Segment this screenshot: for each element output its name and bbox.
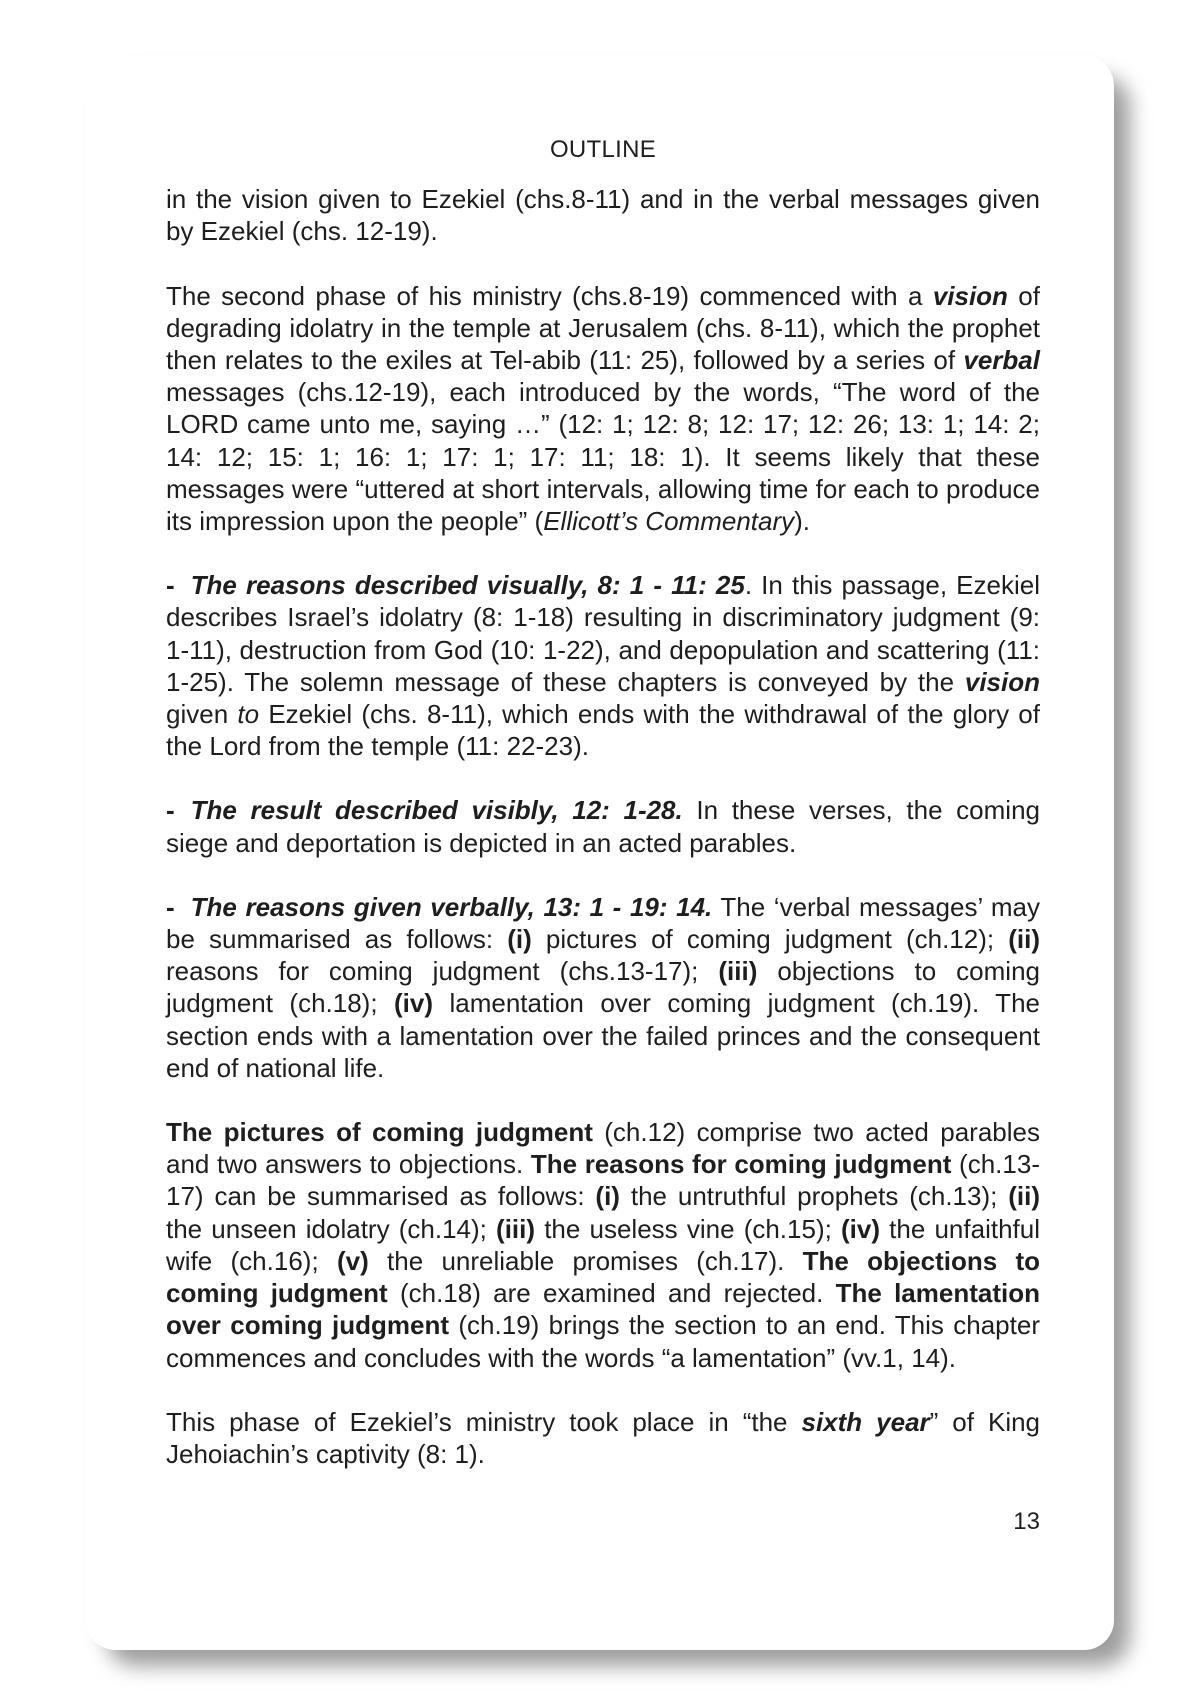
page-content <box>166 134 1040 1502</box>
section-heading: The reasons given verbally, 13: 1 - 19: 14. <box>190 891 713 922</box>
text-run: This phase of Ezekiel’s ministry took place in “the <box>166 1406 802 1437</box>
paragraph-1 <box>166 183 1040 247</box>
bold-phrase: The pictures of coming judgment <box>166 1117 593 1148</box>
text-run: (ch.19) brings the section to an end. This chapter commences and concludes with the words “a lamentation” (vv.1, 14). <box>166 1310 1040 1373</box>
list-marker: (ii) <box>1008 1181 1040 1212</box>
text-run: (ch.13-17) can be summarised as follows: <box>166 1149 1040 1212</box>
list-marker: (i) <box>507 924 532 955</box>
emphasis-vision: vision <box>964 666 1040 697</box>
emphasis-verbal: verbal <box>963 345 1040 376</box>
text-run: ). <box>794 506 811 537</box>
text-run: (ch.12) comprise two acted parables and two answers to objections. <box>166 1117 1040 1180</box>
text-run: objections to coming judgment (ch.18); <box>166 956 1040 1019</box>
section-heading: The result described visibly, 12: 1-28. <box>190 795 683 826</box>
section-heading: The reasons described visually, 8: 1 - 11: 25 <box>190 570 745 601</box>
emphasis-vision: vision <box>932 280 1008 311</box>
text-run: messages (chs.12-19), each introduced by the words, “The word of the LORD came unto me, saying …” (12: 1; 12: 8; 12: 17; 12: 26; 13: 1; 14: 2; 14: 12; 15: 1; 16: 1; 17: 1; 17: 11; 18: 1). It seems likely that these messages were “uttered at short intervals, allowing time for each to produce its impression upon the people” ( <box>166 377 1040 537</box>
paragraph-3 <box>166 569 1040 762</box>
text-run: the untruthful prophets (ch.13); <box>619 1181 1009 1212</box>
dash-bullet: - <box>166 891 175 922</box>
text-run: ” of King Jehoiachin’s captivity (8: 1). <box>166 1406 1041 1469</box>
list-marker: (i) <box>595 1181 620 1212</box>
book-page <box>86 56 1114 1650</box>
emphasis-to: to <box>237 699 260 730</box>
list-marker: (v) <box>336 1245 369 1276</box>
running-head: OUTLINE <box>549 136 657 163</box>
list-marker: (iv) <box>394 988 434 1019</box>
list-marker: (ii) <box>1008 924 1040 955</box>
text-run: The second phase of his ministry (chs.8-19) commenced with a <box>166 280 933 311</box>
text-run: the unseen idolatry (ch.14); <box>166 1213 497 1244</box>
text-run: the useless vine (ch.15); <box>535 1213 841 1244</box>
citation-title: Ellicott’s Commentary <box>543 506 795 537</box>
text-run: (ch.18) are examined and rejected. <box>387 1278 836 1309</box>
paragraph-7 <box>166 1406 1040 1470</box>
text-run: The ‘verbal messages’ may be summarised as follows: <box>166 891 1041 955</box>
text-run: . In this passage, Ezekiel describes Israel’s idolatry (8: 1-18) resulting in discriminatory judgment (9: 1-11), destruction from God (10: 1-22), and depopulation and scattering (11: 1-25). The solemn message of these chapters is conveyed by the <box>166 570 1040 697</box>
text-run: In these verses, the coming siege and deportation is depicted in an acted parables. <box>166 795 1040 858</box>
text-run: Ezekiel (chs. 8-11), which ends with the withdrawal of the glory of the Lord from the temple (11: 22-23). <box>166 699 1040 762</box>
paragraph-6 <box>166 1116 1040 1374</box>
dash-bullet: - <box>166 570 175 601</box>
text-run: given <box>166 699 238 730</box>
text-run: lamentation over coming judgment (ch.19). The section ends with a lamentation over the failed princes and the consequent end of national life. <box>166 988 1040 1083</box>
list-marker: (iv) <box>841 1213 880 1244</box>
bold-phrase: The lamentation over coming judgment <box>166 1278 1040 1341</box>
bold-phrase: The reasons for coming judgment <box>530 1149 952 1180</box>
dash-bullet: - <box>166 795 175 826</box>
paragraph-4 <box>166 794 1040 858</box>
list-marker: (iii) <box>496 1213 536 1244</box>
page-number: 13 <box>1013 1508 1040 1535</box>
paragraph-5 <box>166 891 1040 1084</box>
text-run: the unreliable promises (ch.17). <box>368 1245 803 1276</box>
text-run: of degrading idolatry in the temple at Jerusalem (chs. 8-11), which the prophet then relates to the exiles at Tel-abib (11: 25), followed by a series of <box>166 280 1040 376</box>
paragraph-2 <box>166 280 1040 538</box>
text-run: reasons for coming judgment (chs.13-17); <box>166 956 719 987</box>
bold-phrase: The objections to coming judgment <box>166 1245 1040 1309</box>
text-run: pictures of coming judgment (ch.12); <box>531 924 1009 955</box>
text-run: in the vision given to Ezekiel (chs.8-11) and in the verbal messages given by Ezekiel (chs. 12-19). <box>166 184 1040 247</box>
list-marker: (iii) <box>718 956 758 987</box>
text-run: the unfaithful wife (ch.16); <box>166 1213 1040 1276</box>
emphasis-sixth-year: sixth year <box>801 1406 930 1437</box>
